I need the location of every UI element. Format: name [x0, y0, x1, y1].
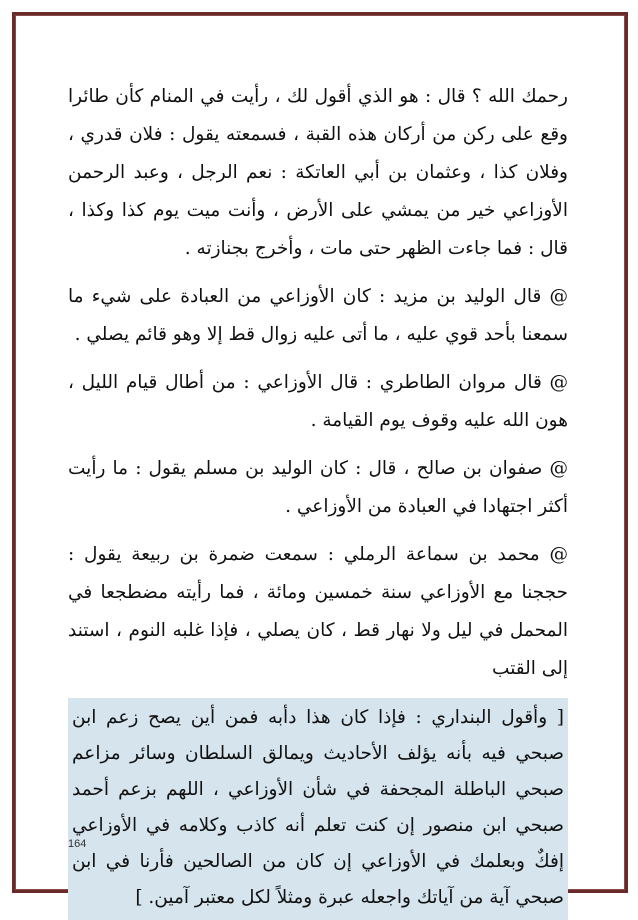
page-number: 164	[68, 838, 87, 850]
paragraph-2: @ قال الوليد بن مزيد : كان الأوزاعي من العبادة على شيء ما سمعنا بأحد قوي عليه ، ما أتى عليه زوال قط إلا وهو قائم يصلي .	[68, 286, 568, 345]
paragraph-1: رحمك الله ؟ قال : هو الذي أقول لك ، رأيت في المنام كأن طائرا وقع على ركن من أركان هذه القبة ، فسمعته يقول : فلان قدري ، وفلان كذا ، وعثمان بن أبي العاتكة : نعم الرجل ، وعبد الرحمن الأوزاعي خير من يمشي على الأرض ، وأنت ميت يوم كذا وكذا ، قال : فما جاءت الظهر حتى مات ، وأخرج بجنازته .	[68, 86, 568, 259]
page-body	[68, 78, 568, 920]
paragraph-4: @ صفوان بن صالح ، قال : كان الوليد بن مسلم يقول : ما رأيت أكثر اجتهادا في العبادة من الأوزاعي .	[68, 458, 568, 517]
paragraph-3: @ قال مروان الطاطري : قال الأوزاعي : من أطال قيام الليل ، هون الله عليه وقوف يوم القيامة .	[68, 372, 568, 431]
paragraph-5: @ محمد بن سماعة الرملي : سمعت ضمرة بن ربيعة يقول : حججنا مع الأوزاعي سنة خمسين ومائة ، فما رأيته مضطجعا في المحمل في ليل ولا نهار قط ، كان يصلي ، فإذا غلبه النوم ، استند إلى القتب	[68, 544, 568, 679]
highlighted-note: [ وأقول البنداري : فإذا كان هذا دأبه فمن أين يصح زعم ابن صبحي فيه بأنه يؤلف الأحاديث ويمالق السلطان وسائر مزاعم صبحي الباطلة المجحفة في شأن الأوزاعي ، اللهم بزعم أحمد صبحي ابن منصور إن كنت تعلم أنه كاذب وكلامه في الأوزاعي إفكٌ وبعلمك في الأوزاعي إن كان من الصالحين فأرنا في ابن صبحي آية من آياتك واجعله عبرة ومثلاً لكل معتبر آمين. ]	[68, 698, 568, 920]
